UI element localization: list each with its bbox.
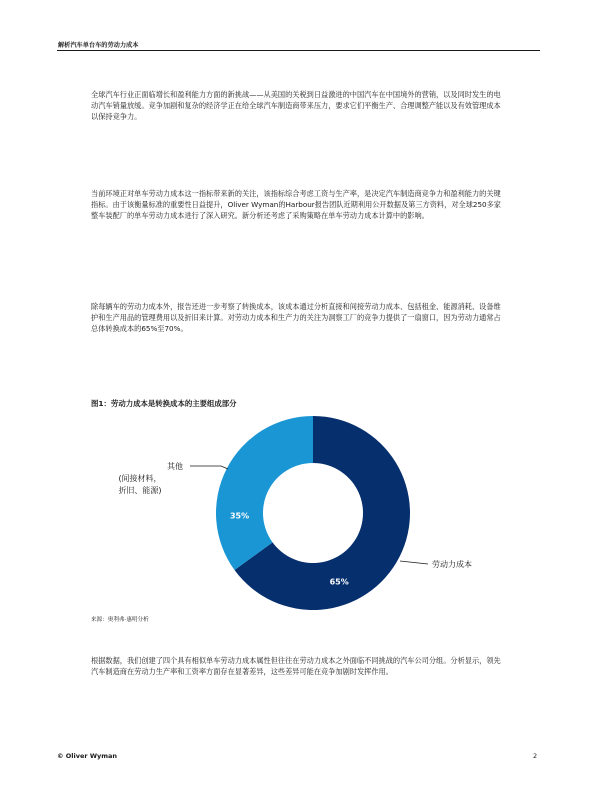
body-paragraph-2: 当前环境正对单车劳动力成本这一指标带来新的关注，该指标综合考虑工资与生产率，是决定汽车制造商竞争力和盈利能力的关键指标。由于该衡量标准的重要性日益提升，Oliver Wyman的Harbour报告团队近期利用公开数据及第三方资料，对全球250多家整车装配厂的单车劳动力成本进行了深入研究。新分析还考虑了采购策略在单车劳动力成本计算中的影响。 — [91, 189, 501, 220]
donut-chart — [80, 405, 500, 615]
running-header: 解析汽车单台车的劳动力成本 — [58, 42, 139, 49]
donut-category-label-1-line-0: 其他 — [167, 462, 183, 471]
figure-title: 图1：劳动力成本是转换成本的主要组成部分 — [91, 399, 237, 408]
donut-value-label-1: 35% — [229, 511, 250, 521]
donut-category-label-0: 劳动力成本 — [432, 560, 472, 569]
leader-line-labor — [400, 561, 428, 564]
header-divider — [57, 50, 540, 51]
donut-value-label-0: 65% — [329, 577, 349, 587]
donut-category-label-1-line-2: 折旧、能源) — [118, 486, 162, 495]
figure-source: 来源：奥利弗·惠明分析 — [91, 617, 149, 623]
donut-category-label-1-line-1: (间接材料， — [118, 474, 162, 483]
body-paragraph-4: 根据数据，我们创建了四个具有相似单车劳动力成本属性但往往在劳动力成本之外面临不同挑战的汽车公司分组。分析显示，领先汽车制造商在劳动力生产率和工资率方面存在显著差异，这些差异可能在竞争加剧时发挥作用。 — [91, 656, 501, 676]
donut-slice-1 — [216, 416, 313, 570]
body-paragraph-3: 除每辆车的劳动力成本外，报告还进一步考察了转换成本，该成本通过分析直接和间接劳动力成本、包括租金、能源消耗、设备维护和生产用品的管理费用以及折旧来计算。对劳动力成本和生产力的关注为洞察工厂的竞争力提供了一扇窗口，因为劳动力通常占总体转换成本的65%至70%。 — [91, 302, 501, 333]
page-number: 2 — [533, 752, 538, 760]
footer-brand: © Oliver Wyman — [57, 752, 118, 760]
leader-line-other — [190, 466, 228, 469]
body-paragraph-1: 全球汽车行业正面临增长和盈利能力方面的新挑战——从美国的关税到日益激进的中国汽车在中国境外的营销，以及同时发生的电动汽车销量放缓。竞争加剧和复杂的经济学正在给全球汽车制造商带来压力，要求它们平衡生产、合理调整产能以及有效管理成本以保持竞争力。 — [91, 90, 501, 121]
